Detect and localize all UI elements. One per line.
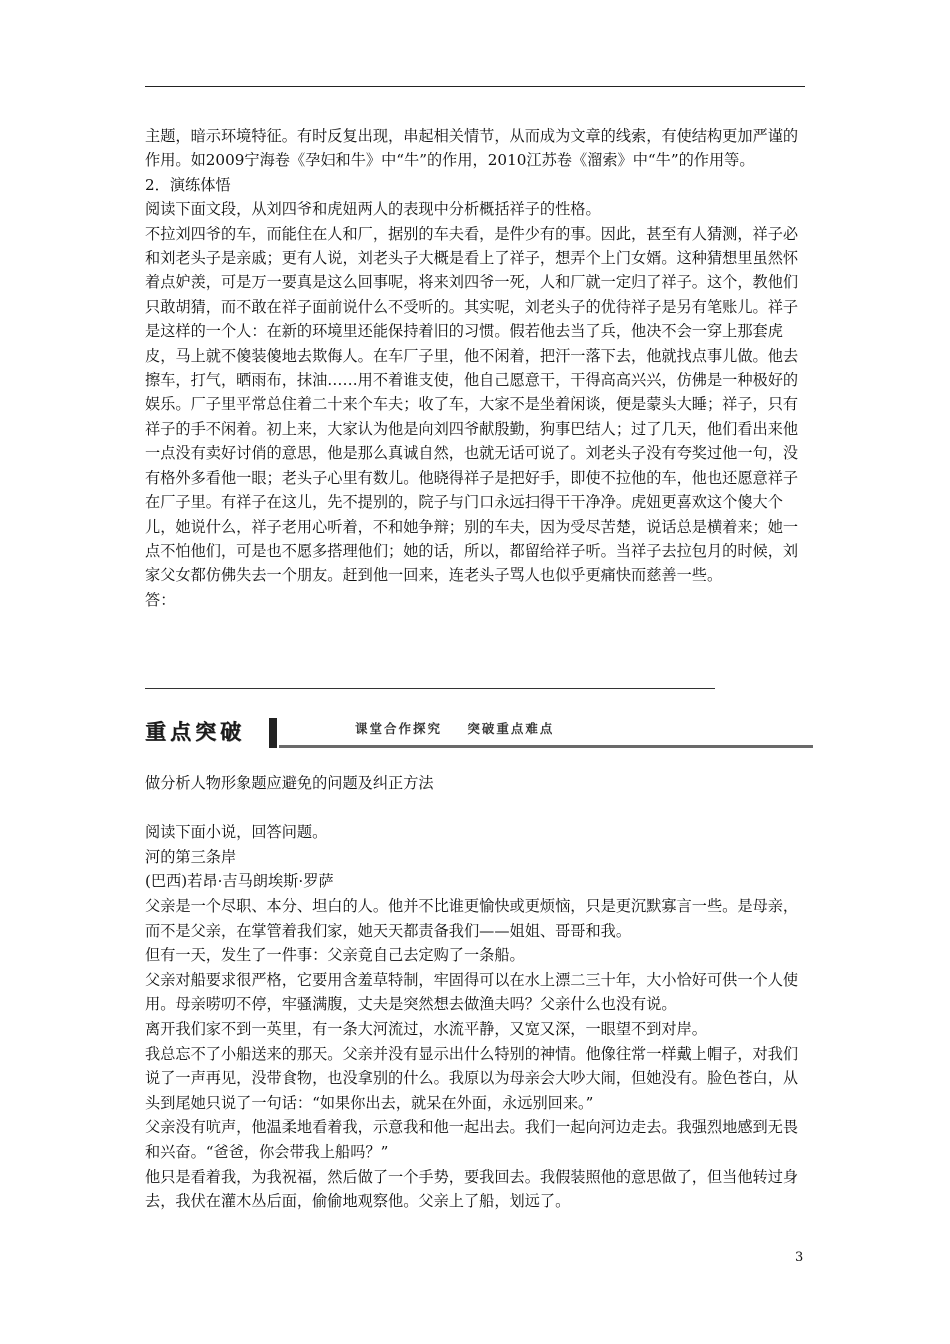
story-paragraph: 我总忘不了小船送来的那天。父亲并没有显示出什么特别的神情。他像往常一样戴上帽子，对我们说了一声再见，没带食物，也没拿别的什么。我原以为母亲会大吵大闹，但她没有。脸色苍白，从头到尾她只说了一句话：“如果你出去，就呆在外面，永远别回来。” <box>145 1044 799 1112</box>
reading-passage: 不拉刘四爷的车，而能住在人和厂，据别的车夫看，是件少有的事。因此，甚至有人猜测，祥子必和刘老头子是亲戚；更有人说，刘老头子大概是看上了祥子，想弄个上门女婿。这种猜想里虽然怀着点妒羡，可是万一要真是这么回事呢，将来刘四爷一死，人和厂就一定归了祥子。这个，教他们只敢胡猜，而不敢在祥子面前说什么不受听的。其实呢，刘老头子的优待祥子是另有笔账儿。祥子是这样的一个人：在新的环境里还能保持着旧的习惯。假若他去当了兵，他决不会一穿上那套虎皮，马上就不傻装傻地去欺侮人。在车厂子里，他不闲着，把汗一落下去，他就找点事儿做。他去擦车，打气，晒雨布，抹油……用不着谁支使，他自己愿意干，干得高高兴兴，仿佛是一种极好的娱乐。厂子里平常总住着二十来个车夫；收了车，大家不是坐着闲谈，便是蒙头大睡；祥子，只有祥子的手不闲着。初上来，大家认为他是向刘四爷献殷勤，狗事巴结人；过了几天，他们看出来他一点没有卖好讨俏的意思，他是那么真诚自然，也就无话可说了。刘老头子没有夸奖过他一句，没有格外多看他一眼；老头子心里有数儿。他晓得祥子是把好手，即使不拉他的车，他也还愿意祥子在厂子里。有祥子在这儿，先不提别的，院子与门口永远扫得干干净净。虎妞更喜欢这个傻大个儿，她说什么，祥子老用心听着，不和她争辩；别的车夫，因为受尽苦楚，说话总是横着来；她一点不怕他们，可是也不愿多搭理他们；她的话，所以，都留给祥子听。当祥子去拉包月的时候，刘家父女都仿佛失去一个朋友。赶到他一回来，连老头子骂人也似乎更痛快而慈善一些。 <box>145 224 799 585</box>
section-banner <box>145 716 813 750</box>
banner-subtitle: 课堂合作探究 突破重点难点 <box>355 721 555 736</box>
story-paragraph: 但有一天，发生了一件事：父亲竟自己去定购了一条船。 <box>145 946 525 965</box>
section-one <box>145 124 810 612</box>
exercise-instruction: 阅读下面文段，从刘四爷和虎妞两人的表现中分析概括祥子的性格。 <box>145 200 601 219</box>
story-paragraph: 父亲没有吭声，他温柔地看着我，示意我和他一起出去。我们一起向河边走去。我强烈地感到无畏和兴奋。“爸爸，你会带我上船吗？” <box>145 1118 799 1161</box>
section-heading: 做分析人物形象题应避免的问题及纠正方法 <box>145 774 434 792</box>
story-author: (巴西)若昂·吉马朗埃斯·罗萨 <box>145 872 334 891</box>
story-paragraph: 父亲是一个尽职、本分、坦白的人。他并不比谁更愉快或更烦恼，只是更沉默寡言一些。是母亲，而不是父亲，在掌管着我们家，她天天都责备我们——姐姐、哥哥和我。 <box>145 896 799 940</box>
banner-rule <box>279 745 813 748</box>
answer-line <box>145 688 715 689</box>
header-rule <box>145 86 805 87</box>
story-paragraph: 父亲对船要求很严格，它要用含羞草特制，牢固得可以在水上漂二三十年，大小恰好可供一个人使用。母亲唠叨不停，牢骚满腹，丈夫是突然想去做渔夫吗？父亲什么也没有说。 <box>145 970 799 1014</box>
story-paragraph: 他只是看着我，为我祝福，然后做了一个手势，要我回去。我假装照他的意思做了，但当他转过身去，我伏在灌木丛后面，偷偷地观察他。父亲上了船，划远了。 <box>145 1167 799 1211</box>
page-number: 3 <box>795 1250 804 1265</box>
item-heading: 2．演练体悟 <box>145 175 231 194</box>
story-title: 河的第三条岸 <box>145 847 237 866</box>
story-line: 阅读下面小说，回答问题。 <box>145 823 328 842</box>
banner-title: 重点突破 <box>145 720 245 744</box>
section-two <box>145 771 810 1214</box>
banner-bar <box>269 718 277 748</box>
answer-label: 答： <box>145 590 176 609</box>
intro-paragraph: 主题，暗示环境特征。有时反复出现，串起相关情节，从而成为文章的线索，有使结构更加严谨的作用。如2009宁海卷《孕妇和牛》中“牛”的作用，2010江苏卷《溜索》中“牛”的作用等。 <box>145 127 799 170</box>
story-paragraph: 离开我们家不到一英里，有一条大河流过，水流平静，又宽又深，一眼望不到对岸。 <box>145 1019 707 1038</box>
